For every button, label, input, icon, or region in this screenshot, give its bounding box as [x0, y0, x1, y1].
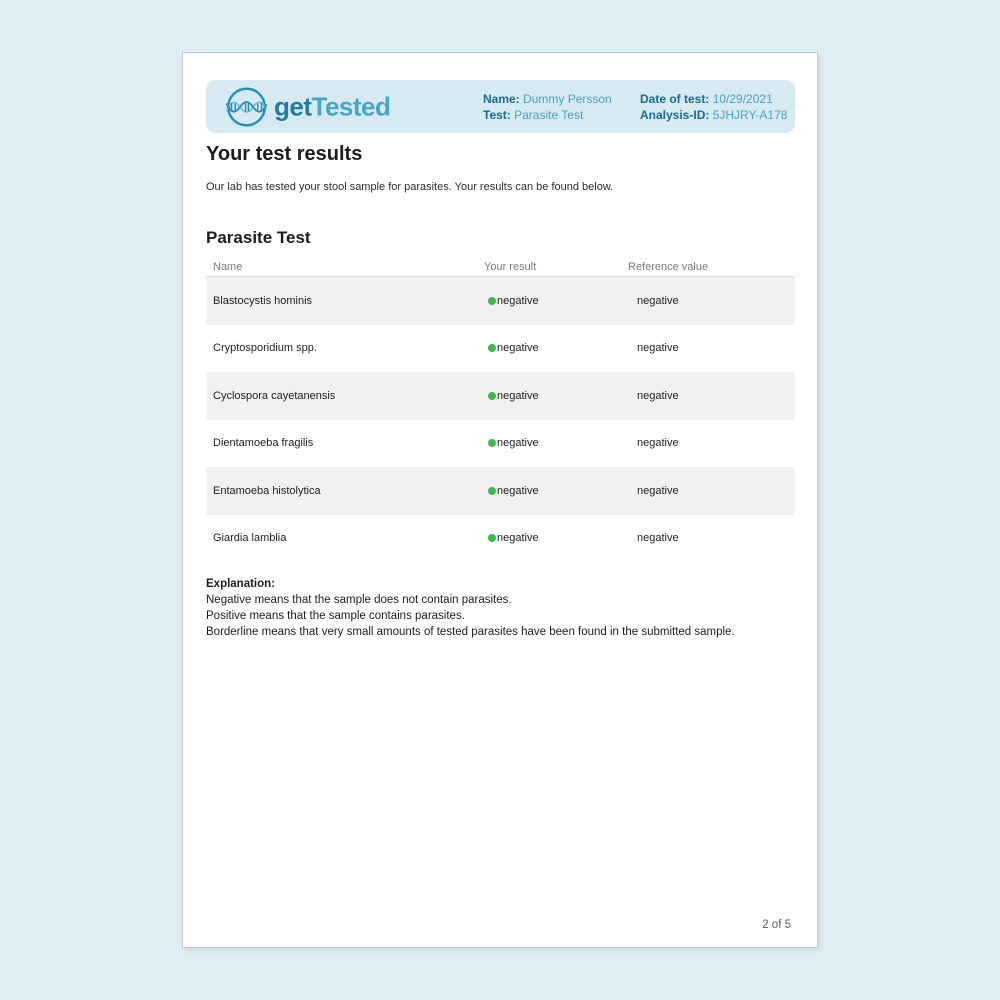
date-value: 10/29/2021 — [712, 91, 773, 106]
patient-name-field — [483, 91, 612, 107]
explanation-line: Negative means that the sample does not contain parasites. — [206, 594, 512, 606]
result-text: negative — [497, 532, 539, 545]
table-row — [206, 325, 795, 373]
result-status-dot-icon — [488, 297, 496, 305]
intro-text: Our lab has tested your stool sample for parasites. Your results can be found below. — [206, 181, 614, 193]
table-body — [206, 277, 795, 562]
column-header-result: Your result — [484, 261, 537, 273]
table-header-row — [206, 258, 795, 277]
results-table — [206, 258, 795, 562]
column-header-name: Name — [213, 261, 243, 273]
table-row — [206, 467, 795, 515]
date-field — [640, 91, 787, 107]
parasite-name: Blastocystis hominis — [213, 294, 313, 307]
result-status-dot-icon — [488, 344, 496, 352]
result-text: negative — [497, 342, 539, 355]
test-field — [483, 107, 612, 123]
patient-info-column — [483, 91, 612, 123]
test-meta-column — [640, 91, 787, 123]
table-row — [206, 420, 795, 468]
parasite-name: Giardia lamblia — [213, 532, 287, 545]
parasite-name: Entamoeba histolytica — [213, 484, 321, 497]
name-label: Name: — [483, 91, 520, 106]
result-status-dot-icon — [488, 392, 496, 400]
explanation-line: Borderline means that very small amounts of tested parasites have been found in the submitted sample. — [206, 626, 735, 638]
report-header-banner — [206, 80, 795, 133]
brand-get: get — [274, 91, 312, 121]
parasite-name: Dientamoeba fragilis — [213, 437, 314, 450]
table-row — [206, 372, 795, 420]
result-status-dot-icon — [488, 487, 496, 495]
result-cell — [484, 532, 628, 544]
parasite-name: Cyclospora cayetanensis — [213, 389, 336, 402]
table-row — [206, 515, 795, 563]
section-heading: Parasite Test — [206, 228, 311, 247]
name-value: Dummy Persson — [523, 91, 612, 106]
report-page — [182, 52, 818, 948]
page-title: Your test results — [206, 143, 363, 165]
brand-tested: Tested — [311, 91, 391, 121]
test-label: Test: — [483, 107, 511, 122]
reference-value: negative — [637, 532, 679, 545]
result-cell — [484, 437, 628, 449]
analysis-id-label: Analysis-ID: — [640, 107, 710, 122]
reference-value: negative — [637, 342, 679, 355]
result-cell — [484, 485, 628, 497]
reference-value: negative — [637, 484, 679, 497]
page-indicator: 2 of 5 — [762, 919, 791, 931]
date-label: Date of test: — [640, 91, 710, 106]
result-text: negative — [497, 294, 539, 307]
reference-value: negative — [637, 389, 679, 402]
brand-wordmark — [274, 91, 390, 122]
analysis-id-value: 5JHJRY-A178 — [712, 107, 788, 122]
result-cell — [484, 295, 628, 307]
brand-logo — [224, 84, 390, 129]
result-status-dot-icon — [488, 534, 496, 542]
test-value: Parasite Test — [514, 107, 584, 122]
explanation-line: Positive means that the sample contains parasites. — [206, 610, 465, 622]
explanation-block — [206, 576, 735, 640]
result-text: negative — [497, 484, 539, 497]
reference-value: negative — [637, 437, 679, 450]
parasite-name: Cryptosporidium spp. — [213, 342, 317, 355]
result-status-dot-icon — [488, 439, 496, 447]
analysis-id-field — [640, 107, 787, 123]
result-text: negative — [497, 437, 539, 450]
dna-circle-icon — [224, 84, 269, 129]
result-cell — [484, 390, 628, 402]
result-text: negative — [497, 389, 539, 402]
reference-value: negative — [637, 294, 679, 307]
result-cell — [484, 342, 628, 354]
table-row — [206, 277, 795, 325]
column-header-reference: Reference value — [628, 261, 709, 273]
explanation-heading: Explanation: — [206, 578, 276, 590]
